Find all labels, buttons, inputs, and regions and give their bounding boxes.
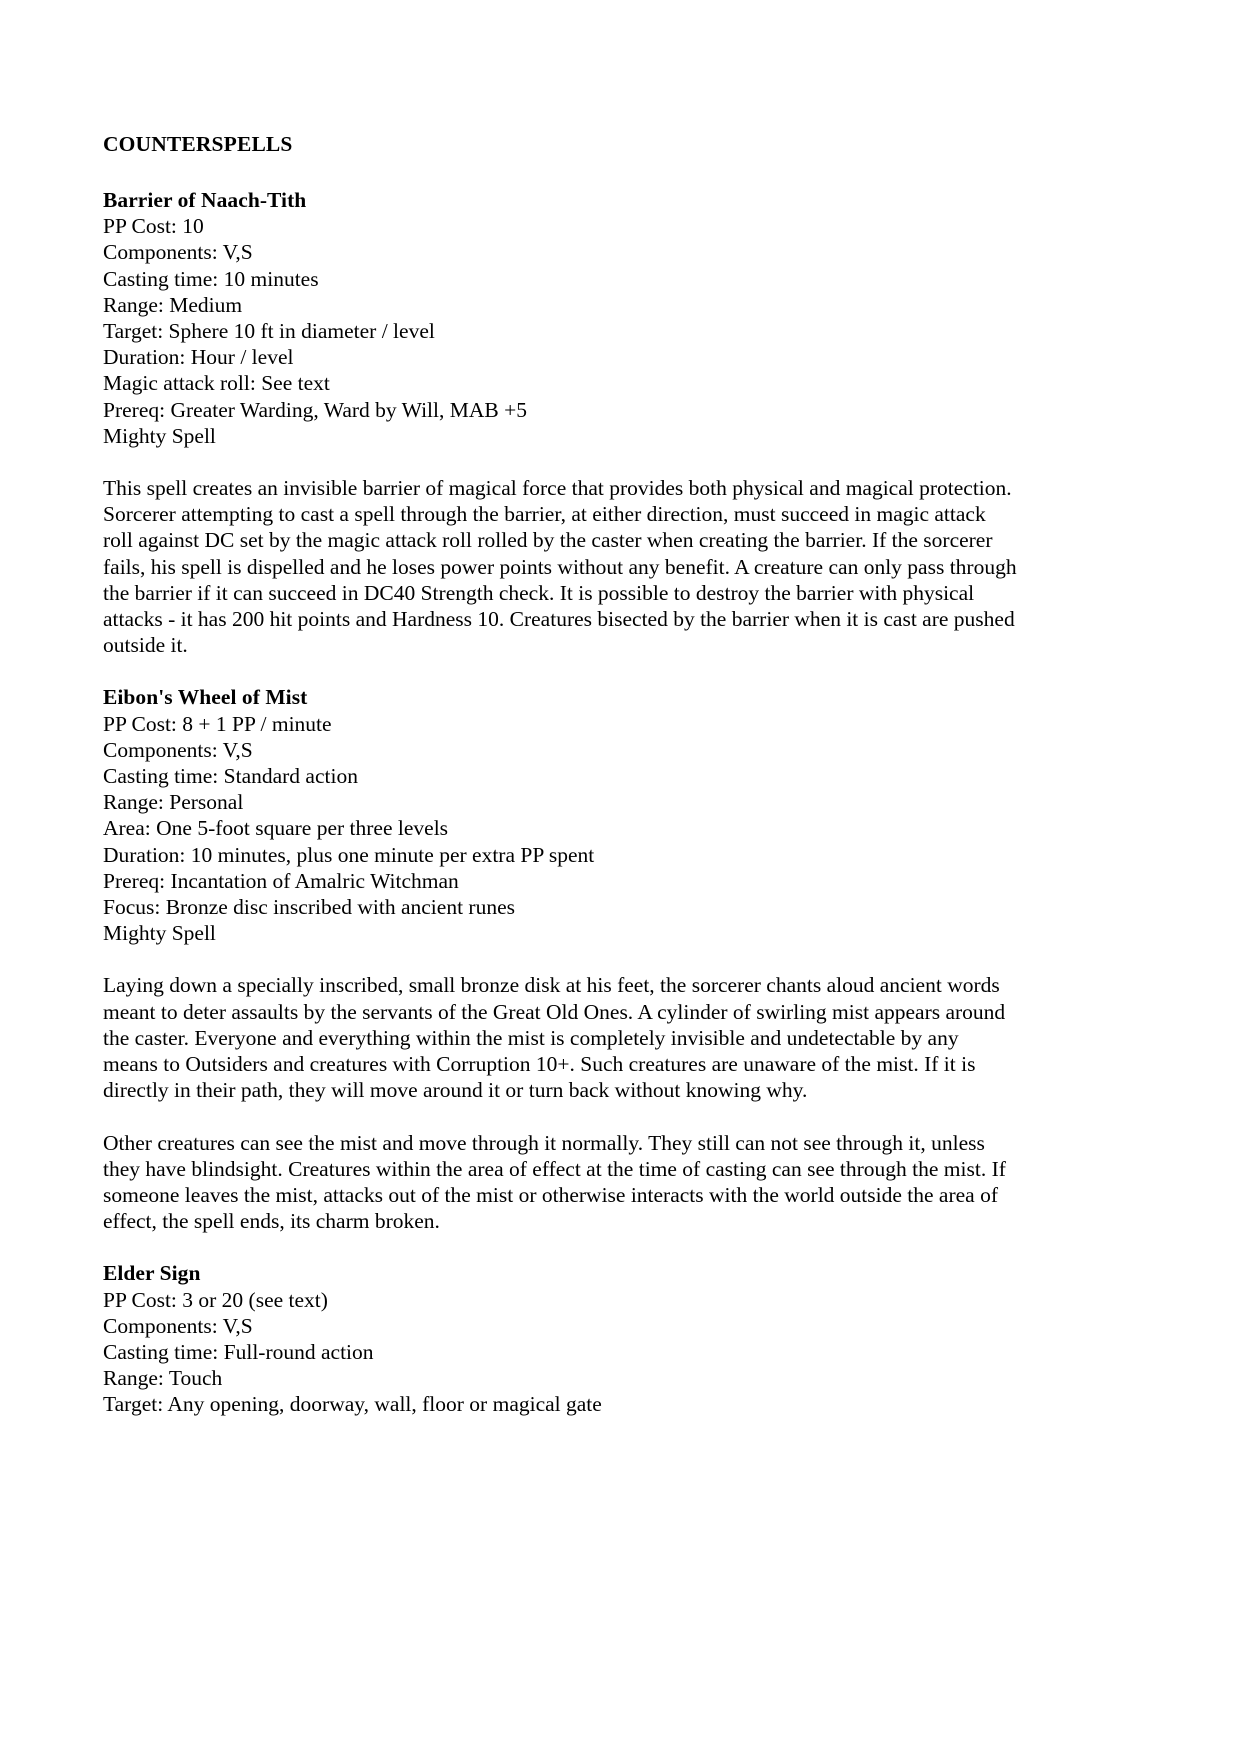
spell-stat-line: Prereq: Greater Warding, Ward by Will, MAB +5 [103, 397, 527, 422]
spell-stat-line: Components: V,S [103, 1313, 253, 1338]
spell-section-barrier-of-naach-tith [103, 187, 1018, 658]
spell-stat-line: Casting time: 10 minutes [103, 266, 319, 291]
spell-stat-line: Duration: Hour / level [103, 345, 294, 370]
spell-stat-line: Range: Personal [103, 790, 244, 815]
spell-stat-line: PP Cost: 8 + 1 PP / minute [103, 711, 332, 736]
spell-stat-line: Prereq: Incantation of Amalric Witchman [103, 868, 459, 893]
spell-stat-line: Area: One 5-foot square per three levels [103, 816, 449, 841]
spell-stat-line: Components: V,S [103, 240, 253, 265]
spell-section-eibons-wheel-of-mist [103, 684, 1018, 1234]
spell-stat-line: Range: Medium [103, 292, 243, 317]
spell-stat-line: Duration: 10 minutes, plus one minute per extra PP spent [103, 842, 595, 867]
spell-stat-line: Magic attack roll: See text [103, 371, 330, 396]
spell-description-paragraph: Other creatures can see the mist and move through it normally. They still can not see through it, unless they have blindsight. Creatures within the area of effect at the time of casting can see through the mist. If someone leaves the mist, attacks out of the mist or otherwise interacts with the world outside the area of effect, the spell ends, its charm broken. [103, 1130, 1006, 1234]
spell-stat-line: Casting time: Full-round action [103, 1339, 374, 1364]
spell-stat-line: Target: Any opening, doorway, wall, floor or magical gate [103, 1392, 602, 1417]
spell-description-paragraph: Laying down a specially inscribed, small bronze disk at his feet, the sorcerer chants aloud ancient words meant to deter assaults by the servants of the Great Old Ones. A cylinder of swirling mist appears around the caster. Everyone and everything within the mist is completely invisible and undetectable by any means to Outsiders and creatures with Corruption 10+. Such creatures are unaware of the mist. If it is directly in their path, they will move around it or turn back without knowing why. [103, 973, 1006, 1103]
spell-stat-line: Focus: Bronze disc inscribed with ancient runes [103, 895, 515, 920]
spell-stat-line: PP Cost: 3 or 20 (see text) [103, 1287, 328, 1312]
spell-stat-line: PP Cost: 10 [103, 214, 204, 239]
spell-name: Elder Sign [103, 1261, 201, 1286]
spell-section-elder-sign [103, 1260, 1018, 1417]
spell-stat-line: Components: V,S [103, 737, 253, 762]
spell-stat-line: Range: Touch [103, 1366, 223, 1391]
page-title: COUNTERSPELLS [103, 132, 293, 156]
spell-stat-line: Mighty Spell [103, 921, 216, 946]
spell-stat-line: Target: Sphere 10 ft in diameter / level [103, 319, 435, 344]
spell-name: Barrier of Naach-Tith [103, 188, 307, 212]
spell-stat-line: Mighty Spell [103, 423, 216, 448]
spell-description-paragraph: This spell creates an invisible barrier of magical force that provides both physical and magical protection. Sorcerer attempting to cast a spell through the barrier, at either direction, must succeed in magic attack roll against DC set by the magic attack roll rolled by the caster when creating the barrier. If the sorcerer fails, his spell is dispelled and he loses power points without any benefit. A creature can only pass through the barrier if it can succeed in DC40 Strength check. It is possible to destroy the barrier with physical attacks - it has 200 hit points and Hardness 10. Creatures bisected by the barrier when it is cast are pushed outside it. [103, 476, 1017, 658]
spell-stat-line: Casting time: Standard action [103, 764, 358, 789]
spell-name: Eibon's Wheel of Mist [103, 685, 308, 710]
